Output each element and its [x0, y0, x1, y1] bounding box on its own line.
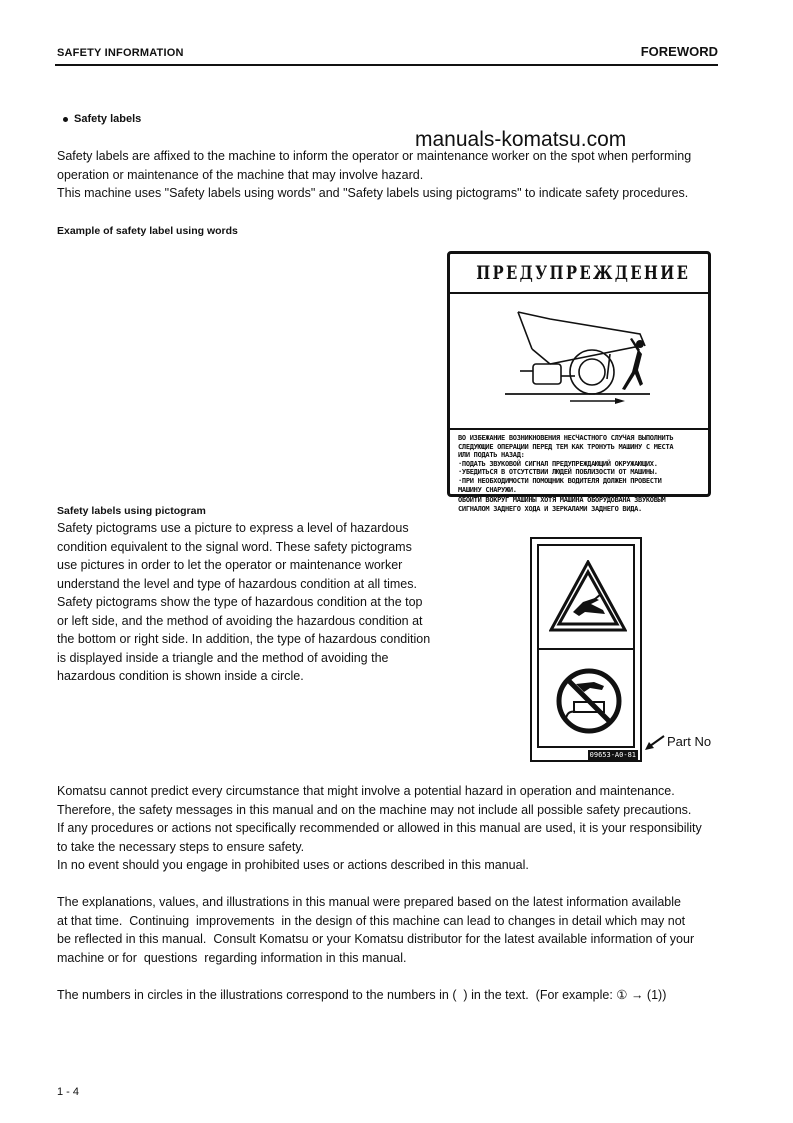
label-text-line: ·ПОДАТЬ ЗВУКОВОЙ СИГНАЛ ПРЕДУПРЕЖДАЮЩИЙ ОКРУЖАЮЩИХ. — [458, 459, 658, 468]
updates-notice — [57, 893, 719, 967]
numbering-note: The numbers in circles in the illustrations correspond to the numbers in ( ) in the text. (For example: ① → (1)) — [57, 988, 667, 1002]
label-text-line: ·ПРИ НЕОБХОДИМОСТИ ПОМОЩНИК ВОДИТЕЛЯ ДОЛЖЕН ПРОВЕСТИ — [458, 476, 662, 485]
intro-line: This machine uses "Safety labels using words" and "Safety labels using pictograms" to indicate safety procedures. — [57, 186, 689, 200]
pictogram-description — [57, 519, 439, 686]
callout-arrow-icon — [644, 733, 666, 753]
label-instructions — [458, 434, 702, 513]
page-number: 1 - 4 — [57, 1086, 80, 1098]
words-example-heading: Example of safety label using words — [57, 225, 238, 237]
dump-truck-illustration — [450, 294, 708, 430]
bullet-icon — [63, 117, 68, 122]
pictogram-frame — [537, 544, 635, 748]
truck-reversing-icon — [450, 294, 708, 428]
disclaimer-line: Komatsu cannot predict every circumstance that might involve a potential hazard in operation and maintenance. — [57, 784, 675, 798]
safety-labels-intro — [57, 147, 719, 203]
disclaimer-line: In no event should you engage in prohibited uses or actions described in this manual. — [57, 858, 529, 872]
section-title: SAFETY INFORMATION — [57, 47, 184, 59]
pictogram-line: Safety pictograms show the type of hazardous condition at the top — [57, 595, 423, 609]
label-text-line: ·УБЕДИТЬСЯ В ОТСУТСТВИИ ЛЮДЕЙ ПОБЛИЗОСТИ ОТ МАШИНЫ. — [458, 468, 658, 477]
label-text-line: ВО ИЗБЕЖАНИЕ ВОЗНИКНОВЕНИЯ НЕСЧАСТНОГО СЛУЧАЯ ВЫПОЛНИТЬ — [458, 434, 674, 442]
disclaimer-line: If any procedures or actions not specifically recommended or allowed in this manual are used, it is your responsibility — [57, 821, 702, 835]
hand-crush-hazard-triangle-icon — [549, 560, 627, 632]
signal-word: ПРЕДУПРЕЖДЕНИЕ — [475, 262, 691, 284]
pictogram-line: hazardous condition is shown inside a circle. — [57, 669, 304, 683]
disclaimer-line: Therefore, the safety messages in this manual and on the machine may not include all possible safety precautions. — [57, 802, 692, 817]
updates-line: at that time. Continuing improvements in the design of this machine can lead to changes in detail which may not — [57, 913, 686, 928]
label-text-line: ИЛИ ПОДАТЬ НАЗАД: — [458, 451, 525, 460]
pictogram-line: or left side, and the method of avoiding the hazardous condition at — [57, 613, 423, 628]
safety-labels-heading — [63, 113, 141, 125]
label-title-bar — [450, 254, 708, 294]
watermark: manuals-komatsu.com — [415, 128, 627, 151]
safety-labels-heading-text: Safety labels — [74, 113, 142, 125]
intro-line: operation or maintenance of the machine that may involve hazard. — [57, 167, 424, 182]
pictogram-line: understand the level and type of hazardous condition at all times. — [57, 576, 417, 591]
disclaimer-line: to take the necessary steps to ensure safety. — [57, 839, 305, 854]
updates-line: The explanations, values, and illustrations in this manual were prepared based on the latest information available — [57, 895, 681, 909]
label-text-line: СИГНАЛОМ ЗАДНЕГО ХОДА И ЗЕРКАЛАМИ ЗАДНЕГО ВИДА. — [458, 504, 642, 513]
pictogram-divider — [539, 648, 633, 650]
label-text-line: МАШИНУ СНАРУЖИ. — [458, 485, 517, 494]
no-hand-prohibition-circle-icon — [554, 666, 624, 736]
updates-line: be reflected in this manual. Consult Komatsu or your Komatsu distributor for the latest available information of your — [57, 932, 695, 946]
pictogram-line: the bottom or right side. In addition, the type of hazardous condition — [57, 632, 431, 646]
pictogram-line: condition equivalent to the signal word. These safety pictograms — [57, 539, 412, 554]
pictogram-line: use pictures in order to let the operator or maintenance worker — [57, 558, 403, 572]
updates-line: machine or for questions regarding information in this manual. — [57, 950, 407, 965]
safety-label-pictogram — [530, 537, 642, 762]
header-rule — [55, 64, 718, 66]
part-number: 09653-A0-81 — [589, 751, 636, 759]
disclaimer — [57, 782, 719, 875]
pictogram-line: Safety pictograms use a picture to express a level of hazardous — [57, 521, 409, 535]
pictogram-line: is displayed inside a triangle and the method of avoiding the — [57, 650, 389, 665]
part-no-callout: Part No — [667, 734, 712, 749]
safety-label-words — [447, 251, 711, 513]
label-text-line: ОБОЙТИ ВОКРУГ МАШИНЫ ХОТЯ МАШИНА ОБОРУДОВАНА ЗВУКОВЫМ — [458, 496, 666, 505]
label-text-line: СЛЕДУЮЩИЕ ОПЕРАЦИИ ПЕРЕД ТЕМ КАК ТРОНУТЬ МАШИНУ С МЕСТА — [458, 442, 674, 451]
pictogram-heading: Safety labels using pictogram — [57, 505, 206, 517]
chapter-title: FOREWORD — [640, 44, 718, 59]
intro-line: Safety labels are affixed to the machine to inform the operator or maintenance worker on the spot when performing — [57, 149, 692, 163]
